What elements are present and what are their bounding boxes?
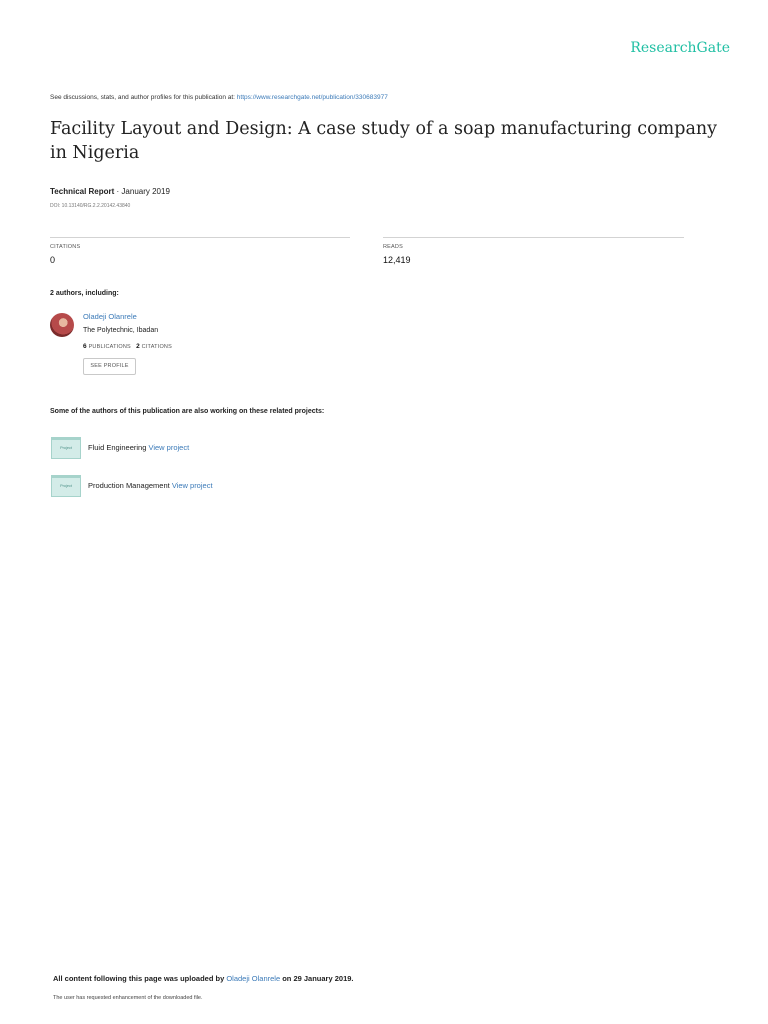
upload-suffix: on 29 January 2019. [280,974,354,983]
enhancement-note: The user has requested enhancement of the downloaded file. [53,995,203,1001]
citations-value: 0 [50,255,56,265]
researchgate-logo[interactable]: ResearchGate [630,40,730,56]
view-project-link[interactable]: View project [171,481,213,490]
discussion-text: See discussions, stats, and author profiles for this publication at: [50,94,237,101]
project-folder-icon[interactable]: Project [51,437,81,459]
publications-label: PUBLICATIONS [88,344,131,350]
citations-label: CITATIONS [50,244,81,250]
author-citations-count: 2 [136,343,140,350]
publication-url-link[interactable]: https://www.researchgate.net/publication/330683977 [236,94,388,101]
publication-type: Technical Report [50,187,115,196]
related-projects-heading: Some of the authors of this publication are also working on these related projects: [50,408,325,415]
author-citations-label: CITATIONS [141,344,172,350]
project-name: Fluid Engineering [88,443,147,452]
see-profile-button[interactable]: SEE PROFILE [83,358,136,375]
authors-heading: 2 authors, including: [50,290,119,297]
reads-label: READS [383,244,403,250]
publication-title: Facility Layout and Design: A case study of a soap manufacturing company in Nigeria [50,119,718,163]
reads-divider [383,237,684,238]
author-name-link[interactable]: Oladeji Olanrele [83,312,137,321]
meta-separator: · [114,187,122,196]
author-affiliation: The Polytechnic, Ibadan [83,327,159,334]
uploader-link[interactable]: Oladeji Olanrele [226,974,281,983]
doi: DOI: 10.13140/RG.2.2.20142.43840 [50,203,131,209]
project-name: Production Management [88,481,170,490]
citations-divider [50,237,350,238]
reads-value: 12,419 [383,255,411,265]
upload-prefix: All content following this page was uploaded by [53,974,227,983]
view-project-link[interactable]: View project [148,443,190,452]
publication-date: January 2019 [121,187,170,196]
avatar[interactable] [50,313,74,337]
publication-meta [50,187,170,196]
author-counts [83,343,172,350]
discussion-line [50,94,388,101]
project-item [88,443,189,452]
project-item [88,481,213,490]
upload-notice [53,974,354,983]
publications-count: 6 [83,343,87,350]
project-folder-icon[interactable]: Project [51,475,81,497]
